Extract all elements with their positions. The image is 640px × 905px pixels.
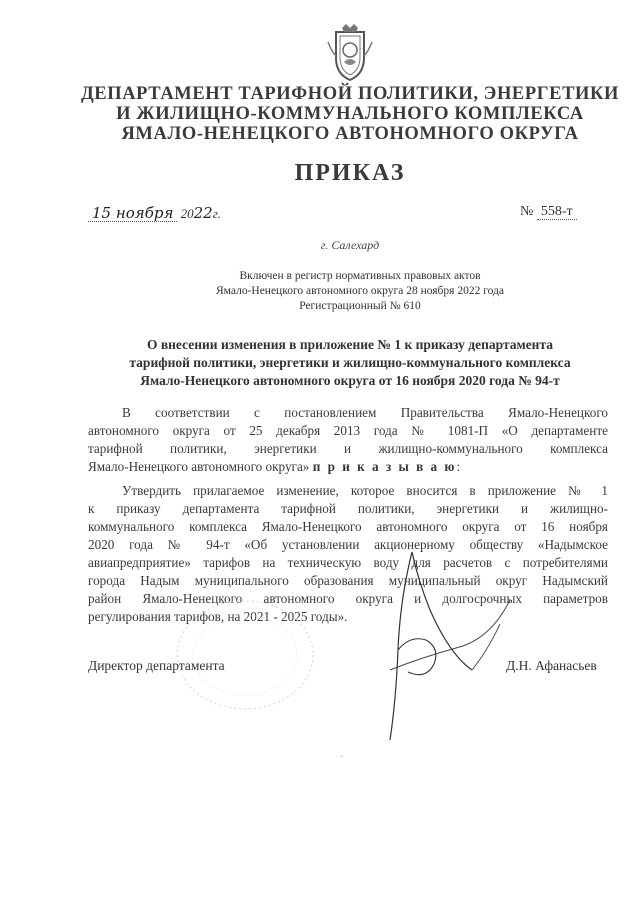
paragraph-text: Ямало-Ненецкого автономного округа» [88, 459, 310, 474]
registry-line: Ямало-Ненецкого автономного округа 28 ноября 2022 года [216, 285, 504, 297]
order-title [70, 336, 630, 390]
department-name [60, 84, 640, 144]
paragraph-line: район Ямало-Ненецкого автономного округа и долгосрочных параметров [88, 591, 608, 606]
signatory-position: Директор департамента [88, 658, 225, 673]
title-line: Ямало-Ненецкого автономного округа от 16 ноября 2020 года № 94-т [140, 373, 560, 388]
paragraph-line: тарифной политики, энергетики и жилищно-коммунального комплекса [88, 441, 608, 456]
title-line: тарифной политики, энергетики и жилищно-коммунального комплекса [129, 355, 571, 370]
registry-line: Регистрационный № 610 [299, 300, 421, 312]
paragraph-line [88, 458, 608, 476]
number-prefix: № [520, 204, 534, 219]
faded-stamp [170, 595, 320, 715]
paragraph-line: коммунального комплекса Ямало-Ненецкого автономного округа от 16 ноября [88, 519, 608, 534]
paragraph-line: авиапредприятие» тарифов на техническую воду для расчетов с потребителями [88, 555, 608, 570]
paragraph-line: автономного округа от 25 декабря 2013 года № 1081-П «О департаменте [88, 423, 608, 438]
paragraph-line: В соответствии с постановлением Правительства Ямало-Ненецкого [122, 405, 608, 420]
document-type: ПРИКАЗ [294, 160, 406, 186]
registry-line: Включен в регистр нормативных правовых актов [239, 270, 481, 282]
order-date [88, 204, 221, 222]
paragraph-line: к приказу департамента тарифной политики, энергетики и жилищно- [88, 501, 608, 516]
year-prefix: 20 [180, 206, 194, 221]
title-line: О внесении изменения в приложение № 1 к приказу департамента [146, 337, 554, 352]
scan-artifact: · [340, 752, 344, 763]
handwritten-signature [360, 540, 520, 750]
order-number [520, 204, 577, 220]
decision-paragraph [88, 482, 608, 626]
date-handwritten: 15 ноября [92, 204, 174, 222]
city: г. Салехард [320, 238, 380, 252]
department-line: И ЖИЛИЩНО-КОММУНАЛЬНОГО КОМПЛЕКСА [116, 104, 584, 124]
paragraph-line: Утвердить прилагаемое изменение, которое вносится в приложение № 1 [122, 483, 608, 498]
number-handwritten: 558-т [540, 204, 573, 219]
department-line: ЯМАЛО-НЕНЕЦКОГО АВТОНОМНОГО ОКРУГА [121, 124, 579, 144]
signatory-name: Д.Н. Афанасьев [506, 658, 597, 673]
year-handwritten: 22 [193, 204, 213, 222]
preamble-paragraph [88, 404, 608, 476]
department-line: ДЕПАРТАМЕНТ ТАРИФНОЙ ПОЛИТИКИ, ЭНЕРГЕТИКИ [80, 84, 620, 104]
paragraph-line: 2020 года № 94-т «Об установлении акционерному обществу «Надымское [88, 537, 608, 552]
paragraph-line: регулирования тарифов, на 2021 - 2025 годы». [88, 609, 348, 624]
coat-of-arms-icon [322, 22, 378, 84]
colon: : [456, 459, 461, 474]
order-word: п р и к а з ы в а ю [312, 459, 457, 474]
paragraph-line: города Надым муниципального образования муниципальный округ Надымский [88, 573, 608, 588]
registry-note [150, 269, 570, 314]
year-suffix: г. [212, 206, 221, 221]
